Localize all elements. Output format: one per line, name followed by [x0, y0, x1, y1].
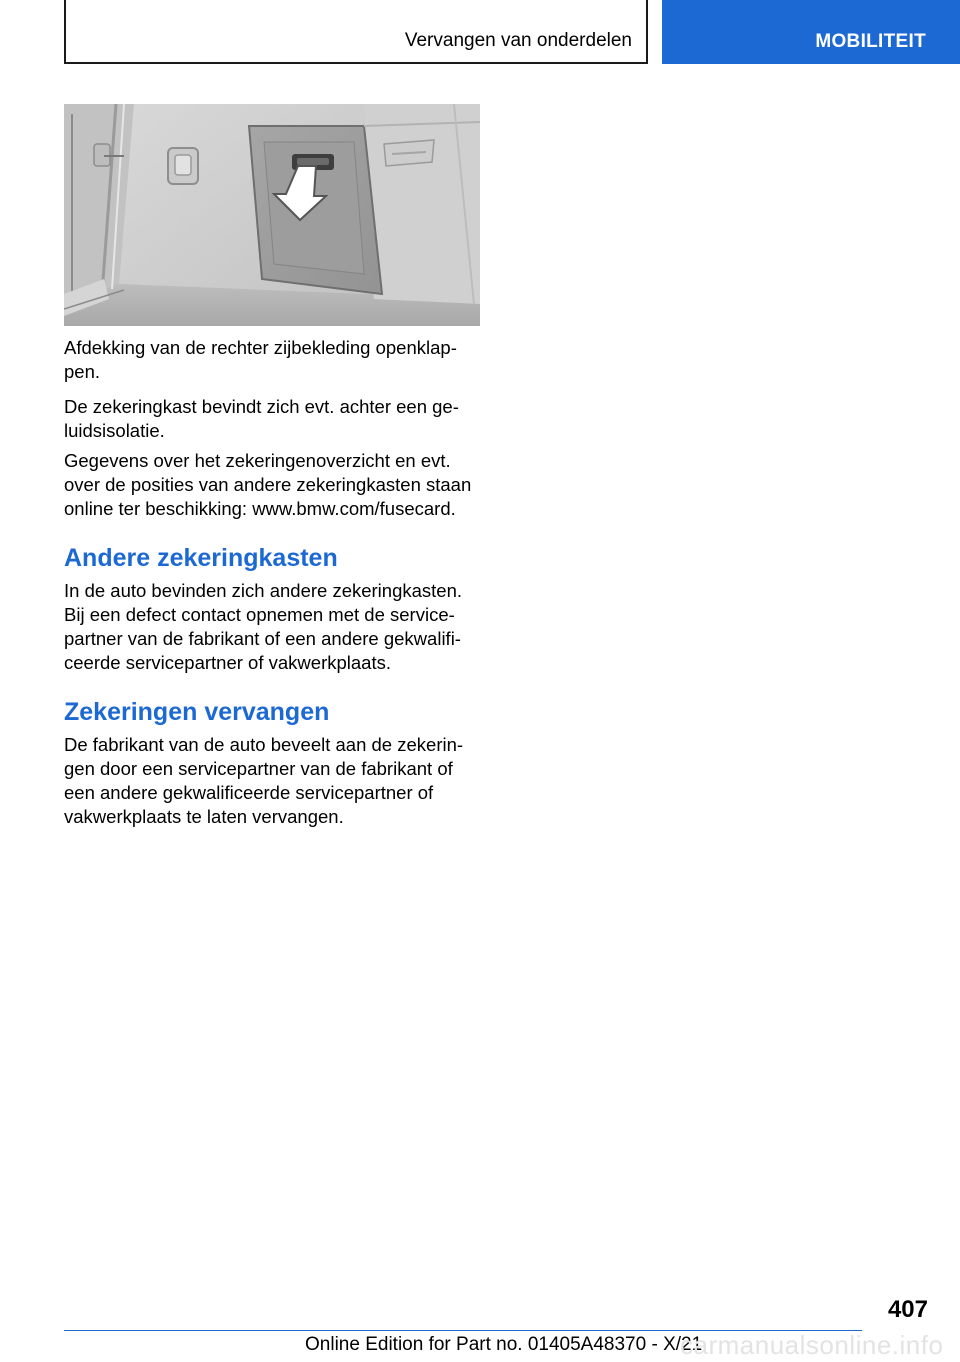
heading-other-fuse-boxes: Andere zekeringkasten [64, 544, 338, 572]
paragraph-fusecard-info: Gegevens over het zekeringenoverzicht en evt. over de posities van andere zekeringkasten staan online ter beschikking: www.bmw.com/fusecard. [64, 450, 472, 519]
header-section-tab [662, 0, 960, 64]
footer-edition: Online Edition for Part no. 01405A48370 - X/21 [305, 1334, 703, 1355]
header-title-box [64, 0, 648, 64]
header-title: Vervangen van onderdelen [404, 30, 632, 51]
trunk-side-panel-photo [64, 104, 480, 326]
paragraph-other-fuse-boxes: In de auto bevinden zich andere zekeringkasten. Bij een defect contact opnemen met de service- partner van de fabrikant of een andere gekwalifi- ceerde servicepartner of vakwerkplaats. [64, 580, 463, 673]
main-content [64, 336, 484, 829]
watermark: carmanualsonline.info [680, 1330, 944, 1360]
paragraph-sound-insulation: De zekeringkast bevindt zich evt. achter een ge- luidsisolatie. [64, 396, 459, 441]
page-number: 407 [887, 1296, 928, 1323]
header-section-label: MOBILITEIT [815, 31, 926, 52]
paragraph-replace-fuses: De fabrikant van de auto beveelt aan de zekerin- gen door een servicepartner van de fabrikant of een andere gekwalificeerde servicepartner of vakwerkplaats te laten vervangen. [64, 734, 464, 827]
heading-replace-fuses: Zekeringen vervangen [64, 698, 330, 726]
image-caption: Afdekking van de rechter zijbekleding openklap- pen. [64, 337, 457, 382]
